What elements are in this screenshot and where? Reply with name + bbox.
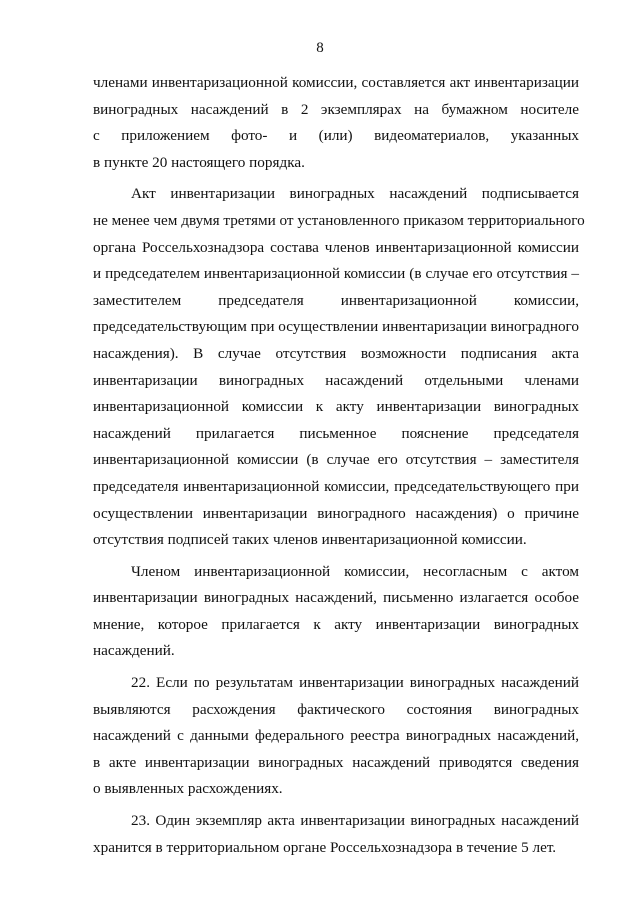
text-line: инвентаризационной комиссии (в случае его отсутствия – заместителя (93, 451, 579, 469)
paragraph-dissent (93, 559, 579, 665)
text-line: мнение, которое прилагается к акту инвентаризации виноградных (93, 615, 579, 633)
text-line: не менее чем двумя третями от установленного приказом территориального (93, 211, 585, 229)
text-line: насаждения). В случае отсутствия возможности подписания акта (93, 344, 579, 362)
text-line: инвентаризационной комиссии к акту инвентаризации виноградных (93, 398, 579, 416)
text-line: председателя инвентаризационной комиссии, председательствующего при (93, 477, 579, 495)
text-line: Акт инвентаризации виноградных насаждений подписывается (131, 185, 579, 203)
text-line: о выявленных расхождениях. (93, 780, 283, 798)
paragraph-signing (93, 181, 585, 553)
text-line: хранится в территориальном органе Россельхознадзора в течение 5 лет. (93, 838, 557, 856)
text-line: инвентаризации виноградных насаждений отдельными членами (93, 371, 579, 389)
text-line: отсутствия подписей таких членов инвентаризационной комиссии. (93, 531, 527, 549)
text-line: осуществлении инвентаризации виноградного насаждения) о причине (93, 504, 579, 522)
page-number: 8 (316, 40, 324, 56)
document-body (93, 70, 585, 861)
text-line: и председателем инвентаризационной комиссии (в случае его отсутствия – (93, 265, 579, 283)
paragraph-22 (93, 670, 579, 803)
text-line: членами инвентаризационной комиссии, составляется акт инвентаризации (93, 74, 579, 91)
text-line: виноградных насаждений в 2 экземплярах на бумажном носителе (93, 100, 579, 118)
text-line: насаждений. (93, 642, 175, 660)
paragraph-continuation (93, 70, 579, 176)
text-line: насаждений прилагается письменное пояснение председателя (93, 424, 579, 442)
text-line: 23. Один экземпляр акта инвентаризации виноградных насаждений (131, 812, 579, 830)
text-line: Членом инвентаризационной комиссии, несогласным с актом (131, 562, 579, 580)
text-line: заместителем председателя инвентаризационной комиссии, (93, 291, 579, 309)
text-line: инвентаризации виноградных насаждений, письменно излагается особое (93, 589, 579, 607)
paragraph-23 (93, 808, 579, 861)
text-line: в акте инвентаризации виноградных насаждений приводятся сведения (93, 753, 579, 771)
text-line: 22. Если по результатам инвентаризации виноградных насаждений (131, 674, 579, 692)
text-line: насаждений с данными федерального реестра виноградных насаждений, (93, 727, 579, 745)
text-line: председательствующим при осуществлении инвентаризации виноградного (93, 318, 579, 336)
text-line: органа Россельхознадзора состава членов инвентаризационной комиссии (93, 238, 579, 256)
text-line: в пункте 20 настоящего порядка. (93, 153, 305, 171)
text-line: с приложением фото- и (или) видеоматериалов, указанных (93, 127, 579, 145)
text-line: выявляются расхождения фактического состояния виноградных (93, 700, 579, 718)
